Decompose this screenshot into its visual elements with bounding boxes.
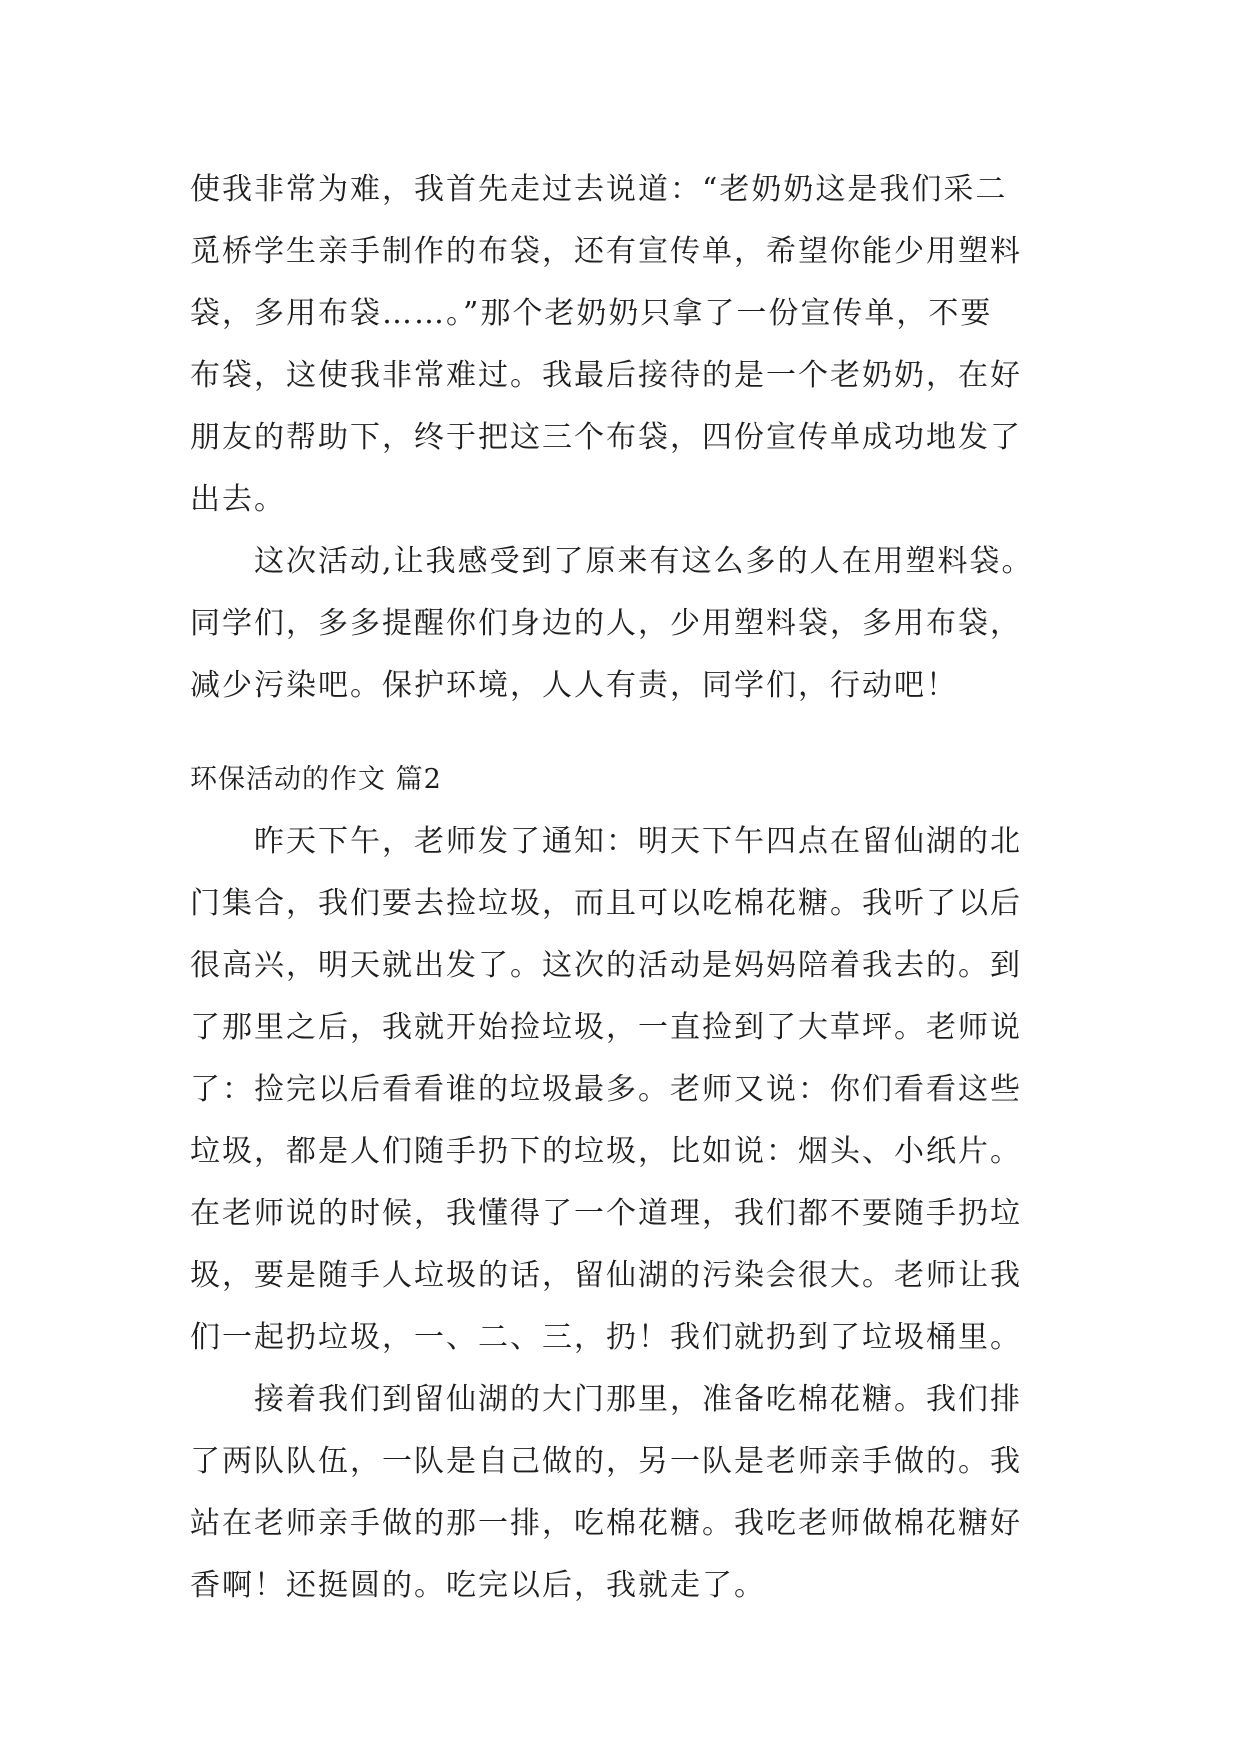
text-line: 这次活动,让我感受到了原来有这么多的人在用塑料袋。 — [190, 544, 1034, 579]
text-line: 站在老师亲手做的那一排，吃棉花糖。我吃老师做棉花糖好 — [190, 1506, 1022, 1541]
text-line: 减少污染吧。保护环境，人人有责，同学们，行动吧！ — [190, 668, 958, 703]
text-line: 布袋，这使我非常难过。我最后接待的是一个老奶奶，在好 — [190, 358, 1022, 393]
text-line: 门集合，我们要去捡垃圾，而且可以吃棉花糖。我听了以后 — [190, 886, 1022, 921]
text-line: 了那里之后，我就开始捡垃圾，一直捡到了大草坪。老师说 — [190, 1010, 1022, 1045]
text-line: 圾，要是随手人垃圾的话，留仙湖的污染会很大。老师让我 — [190, 1258, 1022, 1293]
text-line: 了：捡完以后看看谁的垃圾最多。老师又说：你们看看这些 — [190, 1072, 1022, 1107]
text-line: 在老师说的时候，我懂得了一个道理，我们都不要随手扔垃 — [190, 1196, 1022, 1231]
text-line: 同学们，多多提醒你们身边的人，少用塑料袋，多用布袋， — [190, 606, 1022, 641]
text-line: 了两队队伍，一队是自己做的，另一队是老师亲手做的。我 — [190, 1444, 1022, 1479]
text-line: 接着我们到留仙湖的大门那里，准备吃棉花糖。我们排 — [190, 1382, 1022, 1417]
text-line: 很高兴，明天就出发了。这次的活动是妈妈陪着我去的。到 — [190, 948, 1022, 983]
text-line: 袋，多用布袋……。”那个老奶奶只拿了一份宣传单，不要 — [190, 296, 993, 331]
text-line: 垃圾，都是人们随手扔下的垃圾，比如说：烟头、小纸片。 — [190, 1134, 1022, 1169]
text-line: 使我非常为难，我首先走过去说道：“老奶奶这是我们采二 — [190, 172, 1008, 207]
section-heading: 环保活动的作文 篇2 — [190, 764, 442, 795]
text-line: 觅桥学生亲手制作的布袋，还有宣传单，希望你能少用塑料 — [190, 234, 1022, 269]
text-line: 朋友的帮助下，终于把这三个布袋，四份宣传单成功地发了 — [190, 420, 1022, 455]
text-line: 香啊！还挺圆的。吃完以后，我就走了。 — [190, 1568, 766, 1603]
text-line: 们一起扔垃圾，一、二、三，扔！我们就扔到了垃圾桶里。 — [190, 1320, 1022, 1355]
text-line: 出去。 — [190, 482, 286, 517]
text-line: 昨天下午，老师发了通知：明天下午四点在留仙湖的北 — [190, 824, 1022, 859]
